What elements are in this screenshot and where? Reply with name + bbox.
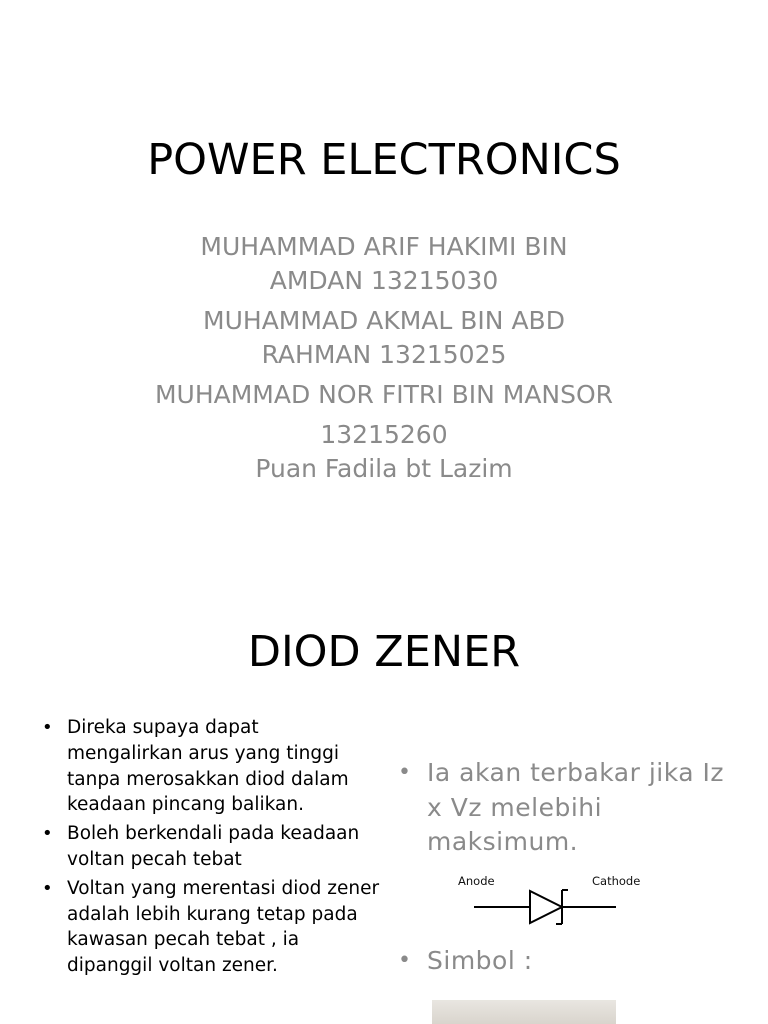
bullet-item [40,715,380,818]
bullet-text: Boleh berkendali pada keadaan voltan pecah tebat [67,823,360,870]
subtitle-line: AMDAN 13215030 [269,266,499,295]
bullet-item [40,876,380,979]
zener-diode-symbol-icon [456,874,646,930]
right-bullet-list [398,756,738,860]
component-photo [432,1000,616,1024]
bullet-item [398,756,738,860]
bullet-text: Simbol : [427,946,533,975]
bullet-icon: • [398,948,412,973]
bullet-text: Voltan yang merentasi diod zener adalah lebih kurang tetap pada kawasan pecah tebat , ia dipanggil voltan zener. [67,877,380,977]
subtitle-line: RAHMAN 13215025 [261,340,507,369]
subtitle-block [0,230,768,486]
bullet-icon: • [42,877,53,899]
bullet-item [40,821,380,873]
slide-title: DIOD ZENER [247,627,521,677]
bullet-icon: • [398,760,412,785]
subtitle-line: 13215260 [320,420,448,449]
left-bullet-list [40,715,380,982]
subtitle-line: MUHAMMAD AKMAL BIN ABD [203,306,565,335]
bullet-icon: • [42,717,53,738]
bullet-text: Ia akan terbakar jika Iz x Vz melebihi maksimum. [427,758,725,856]
presentation-title: POWER ELECTRONICS [147,135,621,185]
bullet-text: Direka supaya dapat mengalirkan arus yang tinggi tanpa merosakkan diod dalam keadaan pincang balikan. [67,717,349,816]
cathode-label: Cathode [592,874,641,888]
subtitle-line: MUHAMMAD NOR FITRI BIN MANSOR [154,380,614,409]
subtitle-line: MUHAMMAD ARIF HAKIMI BIN [200,232,568,261]
bullet-item [398,944,738,979]
anode-label: Anode [458,874,495,888]
bullet-icon: • [42,823,53,845]
simbol-bullet [398,944,738,979]
lecturer-name: Puan Fadila bt Lazim [255,454,513,483]
slide-diod-zener [0,560,768,1024]
